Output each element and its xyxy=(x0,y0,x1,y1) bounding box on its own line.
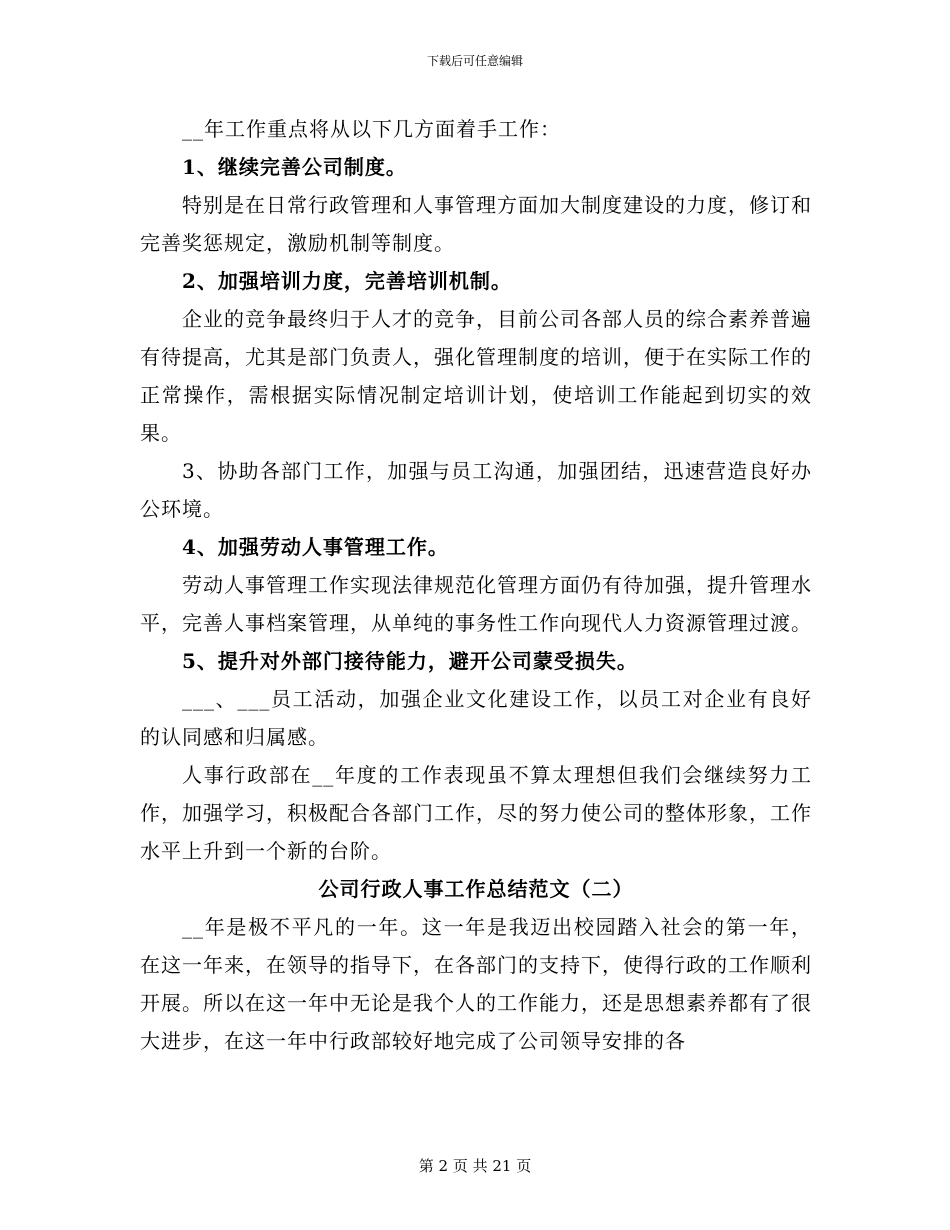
heading-item-1: 1、继续完善公司制度。 xyxy=(182,155,407,179)
paragraph-item-1: 特别是在日常行政管理和人事管理方面加大制度建设的力度，修订和完善奖惩规定，激励机制等制度。 xyxy=(140,193,812,255)
heading-item-2: 2、加强培训力度，完善培训机制。 xyxy=(182,269,512,293)
section-title: 公司行政人事工作总结范文（二） xyxy=(318,877,634,901)
paragraph-item-5: ___、___员工活动，加强企业文化建设工作，以员工对企业有良好的认同感和归属感。 xyxy=(140,687,812,749)
paragraph-item-2: 企业的竞争最终归于人才的竞争，目前公司各部人员的综合素养普遍有待提高，尤其是部门负责人，强化管理制度的培训，便于在实际工作的正常操作，需根据实际情况制定培训计划，使培训工作能起到切实的效果。 xyxy=(140,307,812,445)
paragraph-conclusion: 人事行政部在__年度的工作表现虽不算太理想但我们会继续努力工作，加强学习，积极配合各部门工作，尽的努力使公司的整体形象，工作水平上升到一个新的台阶。 xyxy=(140,763,812,863)
document-body xyxy=(140,110,812,1060)
heading-item-5: 5、提升对外部门接待能力，避开公司蒙受损失。 xyxy=(182,649,638,673)
paragraph-item-3: 3、协助各部门工作，加强与员工沟通，加强团结，迅速营造良好办公环境。 xyxy=(140,459,812,521)
paragraph-section-2: __年是极不平凡的一年。这一年是我迈出校园踏入社会的第一年，在这一年来，在领导的指导下，在各部门的支持下，使得行政的工作顺利开展。所以在这一年中无论是我个人的工作能力，还是思想素养都有了很大进步，在这一年中行政部较好地完成了公司领导安排的各 xyxy=(140,915,812,1053)
paragraph-intro: __年工作重点将从以下几方面着手工作： xyxy=(182,117,561,141)
page-footer: 第 2 页 共 21 页 xyxy=(418,1157,532,1175)
paragraph-item-4: 劳动人事管理工作实现法律规范化管理方面仍有待加强，提升管理水平，完善人事档案管理，从单纯的事务性工作向现代人力资源管理过渡。 xyxy=(140,573,812,635)
page-header: 下载后可任意编辑 xyxy=(426,54,523,68)
heading-item-4: 4、加强劳动人事管理工作。 xyxy=(182,535,449,559)
